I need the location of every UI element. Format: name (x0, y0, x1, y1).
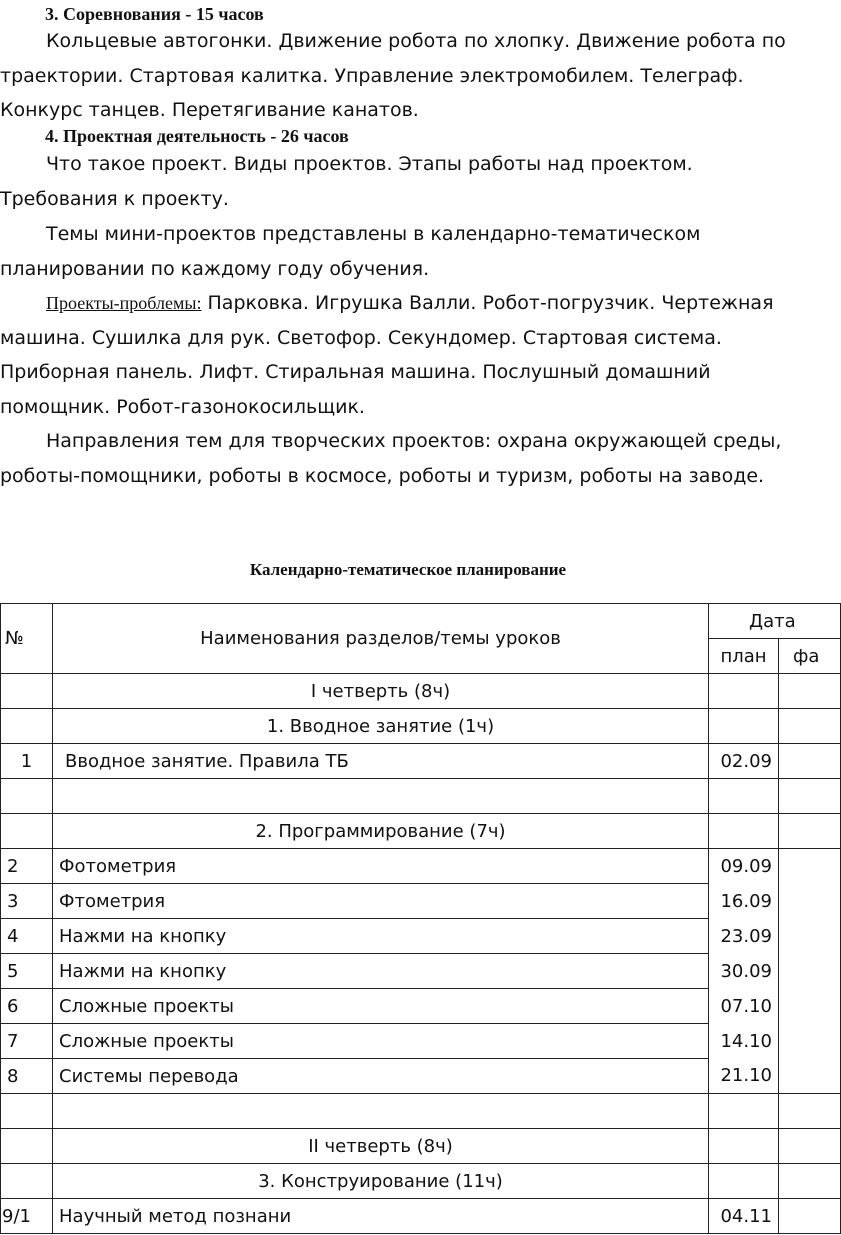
section-label: 1. Вводное занятие (1ч) (53, 709, 709, 744)
row-plan-date: 07.10 (709, 989, 779, 1024)
header-plan: план (709, 639, 779, 674)
row-topic: Системы перевода (53, 1059, 709, 1094)
header-fact: фа (779, 639, 841, 674)
row-topic: Вводное занятие. Правила ТБ (53, 744, 709, 779)
table-title: Календарно-тематическое планирование (249, 560, 567, 579)
table-row (1, 989, 841, 1024)
row-plan-date: 14.10 (709, 1024, 779, 1059)
row-topic: Сложные проекты (53, 989, 709, 1024)
paragraph-creative-directions: Направления тем для творческих проектов: охрана окружающей среды, роботы-помощники, роботы в космосе, роботы и туризм, роботы на заводе. (0, 430, 782, 487)
row-topic: Фтометрия (53, 884, 709, 919)
table-row (1, 849, 841, 884)
header-date: Дата (709, 604, 841, 639)
section-row (1, 709, 841, 744)
section-heading-competitions: 3. Соревнования - 15 часов (45, 4, 264, 24)
header-name: Наименования разделов/темы уроков (53, 604, 709, 674)
paragraph-problem-projects (0, 286, 812, 424)
problem-projects-list: Парковка. Игрушка Валли. Робот-погрузчик. Чертежная машина. Сушилка для рук. Светофор. Секундомер. Стартовая система. Приборная панель. Лифт. Стиральная машина. Послушный домашний помощник. Робот-газонокосильщик. (0, 292, 774, 418)
row-plan-date: 21.10 (709, 1059, 779, 1094)
quarter-label: I четверть (8ч) (53, 674, 709, 709)
row-plan-date: 02.09 (709, 744, 779, 779)
row-topic: Научный метод познани (53, 1199, 709, 1234)
table-row (1, 954, 841, 989)
row-num: 1 (1, 744, 53, 779)
quarter-row (1, 674, 841, 709)
table-header-row (1, 604, 841, 639)
row-plan-date: 16.09 (709, 884, 779, 919)
row-num: 5 (1, 954, 53, 989)
row-num: 6 (1, 989, 53, 1024)
table-row (1, 919, 841, 954)
section-row (1, 1164, 841, 1199)
row-num: 9/1 (1, 1199, 53, 1234)
table-row (1, 1199, 841, 1234)
quarter-row (1, 1129, 841, 1164)
table-row (1, 1059, 841, 1094)
row-topic: Нажми на кнопку (53, 919, 709, 954)
section-label: 2. Программирование (7ч) (53, 814, 709, 849)
row-num: 2 (1, 849, 53, 884)
empty-row (1, 1094, 841, 1129)
table-row (1, 744, 841, 779)
row-plan-date: 09.09 (709, 849, 779, 884)
row-num: 7 (1, 1024, 53, 1059)
problem-projects-label: Проекты-проблемы: (46, 293, 202, 313)
row-topic: Сложные проекты (53, 1024, 709, 1059)
paragraph-mini-projects: Темы мини-проектов представлены в календарно-тематическом планировании по каждому году обучения. (0, 223, 701, 280)
section-heading-projects: 4. Проектная деятельность - 26 часов (45, 126, 349, 146)
calendar-plan-table (0, 603, 841, 1234)
row-topic: Нажми на кнопку (53, 954, 709, 989)
table-row (1, 1024, 841, 1059)
header-num: № (1, 604, 53, 674)
row-num: 3 (1, 884, 53, 919)
row-topic: Фотометрия (53, 849, 709, 884)
paragraph-competitions: Кольцевые автогонки. Движение робота по хлопку. Движение робота по траектории. Стартовая калитка. Управление электромобилем. Телеграф. Конкурс танцев. Перетягивание канатов. (0, 30, 786, 121)
row-plan-date: 04.11 (709, 1199, 779, 1234)
row-num: 4 (1, 919, 53, 954)
table-row (1, 884, 841, 919)
row-plan-date: 30.09 (709, 954, 779, 989)
empty-row (1, 779, 841, 814)
section-label: 3. Конструирование (11ч) (53, 1164, 709, 1199)
paragraph-project-intro: Что такое проект. Виды проектов. Этапы работы над проектом. Требования к проекту. (0, 153, 693, 210)
section-row (1, 814, 841, 849)
row-plan-date: 23.09 (709, 919, 779, 954)
quarter-label: II четверть (8ч) (53, 1129, 709, 1164)
row-num: 8 (1, 1059, 53, 1094)
